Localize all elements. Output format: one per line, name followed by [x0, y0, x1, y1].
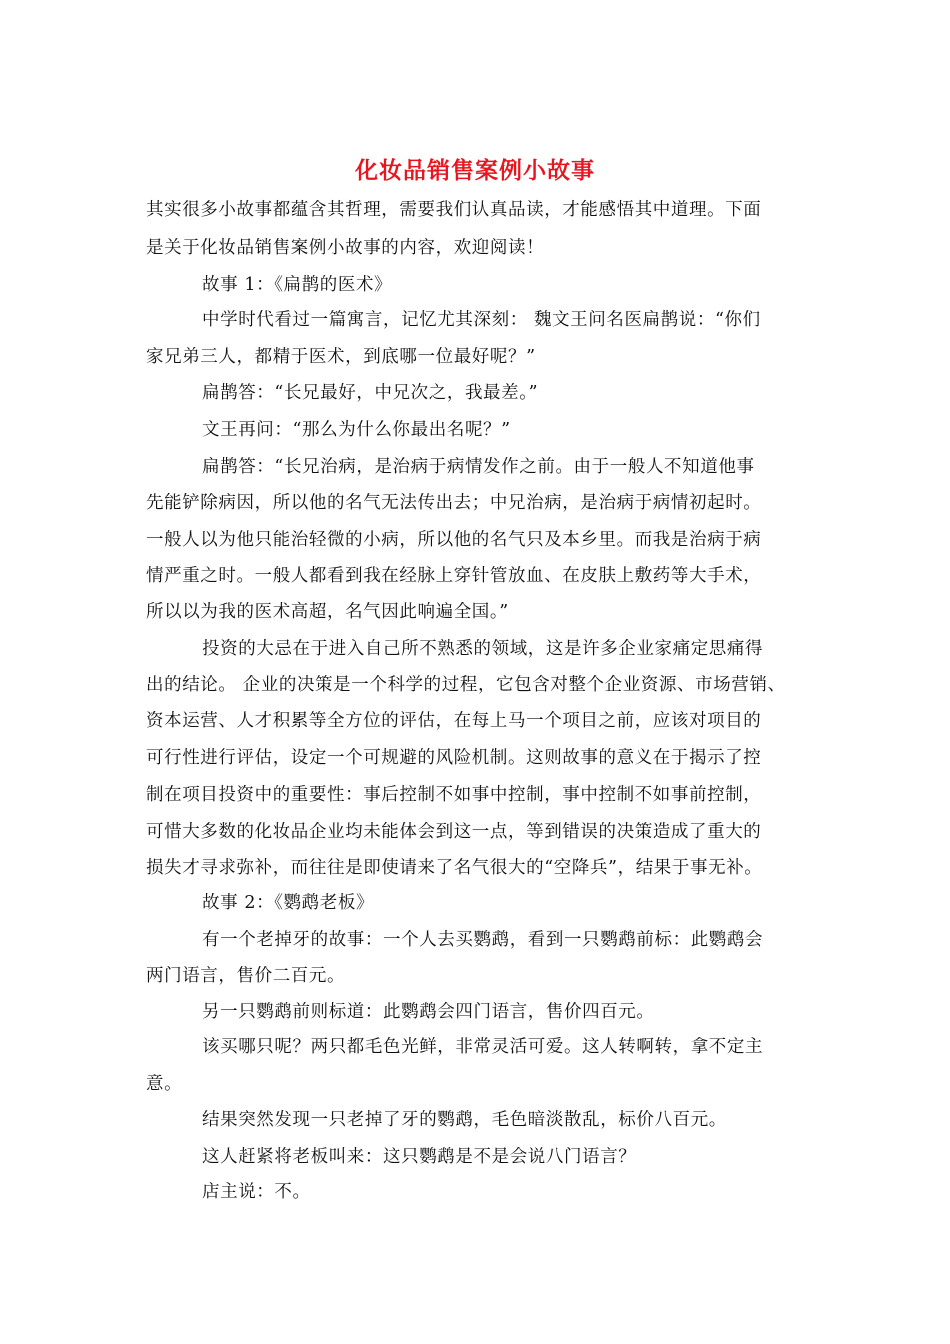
paragraph-line: 该买哪只呢？两只都毛色光鲜，非常灵活可爱。这人转啊转，拿不定主 [202, 1037, 764, 1057]
paragraph-line: 是关于化妆品销售案例小故事的内容，欢迎阅读！ [146, 238, 545, 258]
paragraph-line: 所以以为我的医术高超，名气因此响遍全国。” [146, 602, 509, 622]
paragraph-line: 家兄弟三人，都精于医术，到底哪一位最好呢？” [146, 347, 536, 367]
paragraph-line: 情严重之时。一般人都看到我在经脉上穿针管放血、在皮肤上敷药等大手术， [146, 566, 762, 586]
paragraph-line: 意。 [146, 1074, 183, 1094]
paragraph-line: 这人赶紧将老板叫来：这只鹦鹉是不是会说八门语言？ [202, 1147, 637, 1167]
paragraph-line: 有一个老掉牙的故事：一个人去买鹦鹉，看到一只鹦鹉前标：此鹦鹉会 [202, 930, 764, 950]
paragraph-line: 文王再问：“那么为什么你最出名呢？” [202, 420, 511, 440]
paragraph-line: 两门语言，售价二百元。 [146, 966, 346, 986]
paragraph-line: 一般人以为他只能治轻微的小病，所以他的名气只及本乡里。而我是治病于病 [146, 530, 762, 550]
paragraph-line: 中学时代看过一篇寓言，记忆尤其深刻： 魏文王问名医扁鹊说：“你们 [202, 310, 761, 330]
paragraph-line: 其实很多小故事都蕴含其哲理，需要我们认真品读，才能感悟其中道理。下面 [146, 200, 762, 220]
story-heading: 故事 1：《扁鹊的医术》 [202, 275, 393, 295]
paragraph-line: 可惜大多数的化妆品企业均未能体会到这一点，等到错误的决策造成了重大的 [146, 822, 762, 842]
paragraph-line: 投资的大忌在于进入自己所不熟悉的领域，这是许多企业家痛定思痛得 [202, 639, 764, 659]
story-heading: 故事 2：《鹦鹉老板》 [202, 893, 375, 913]
paragraph-line: 店主说：不。 [202, 1182, 311, 1202]
paragraph-line: 另一只鹦鹉前则标道：此鹦鹉会四门语言，售价四百元。 [202, 1002, 655, 1022]
document-title: 化妆品销售案例小故事 [355, 157, 595, 184]
paragraph-line: 结果突然发现一只老掉了牙的鹦鹉，毛色暗淡散乱，标价八百元。 [202, 1110, 727, 1130]
paragraph-line: 制在项目投资中的重要性：事后控制不如事中控制，事中控制不如事前控制， [146, 785, 762, 805]
paragraph-line: 扁鹊答：“长兄最好，中兄次之，我最差。” [202, 383, 539, 403]
paragraph-line: 出的结论。 企业的决策是一个科学的过程，它包含对整个企业资源、市场营销、 [146, 675, 786, 695]
paragraph-line: 先能铲除病因，所以他的名气无法传出去；中兄治病，是治病于病情初起时。 [146, 493, 762, 513]
paragraph-line: 资本运营、人才积累等全方位的评估，在每上马一个项目之前，应该对项目的 [146, 711, 762, 731]
paragraph-line: 扁鹊答：“长兄治病，是治病于病情发作之前。由于一般人不知道他事 [202, 457, 755, 477]
paragraph-line: 损失才寻求弥补，而往往是即使请来了名气很大的“空降兵”，结果于事无补。 [146, 858, 763, 878]
paragraph-line: 可行性进行评估，设定一个可规避的风险机制。这则故事的意义在于揭示了控 [146, 748, 762, 768]
